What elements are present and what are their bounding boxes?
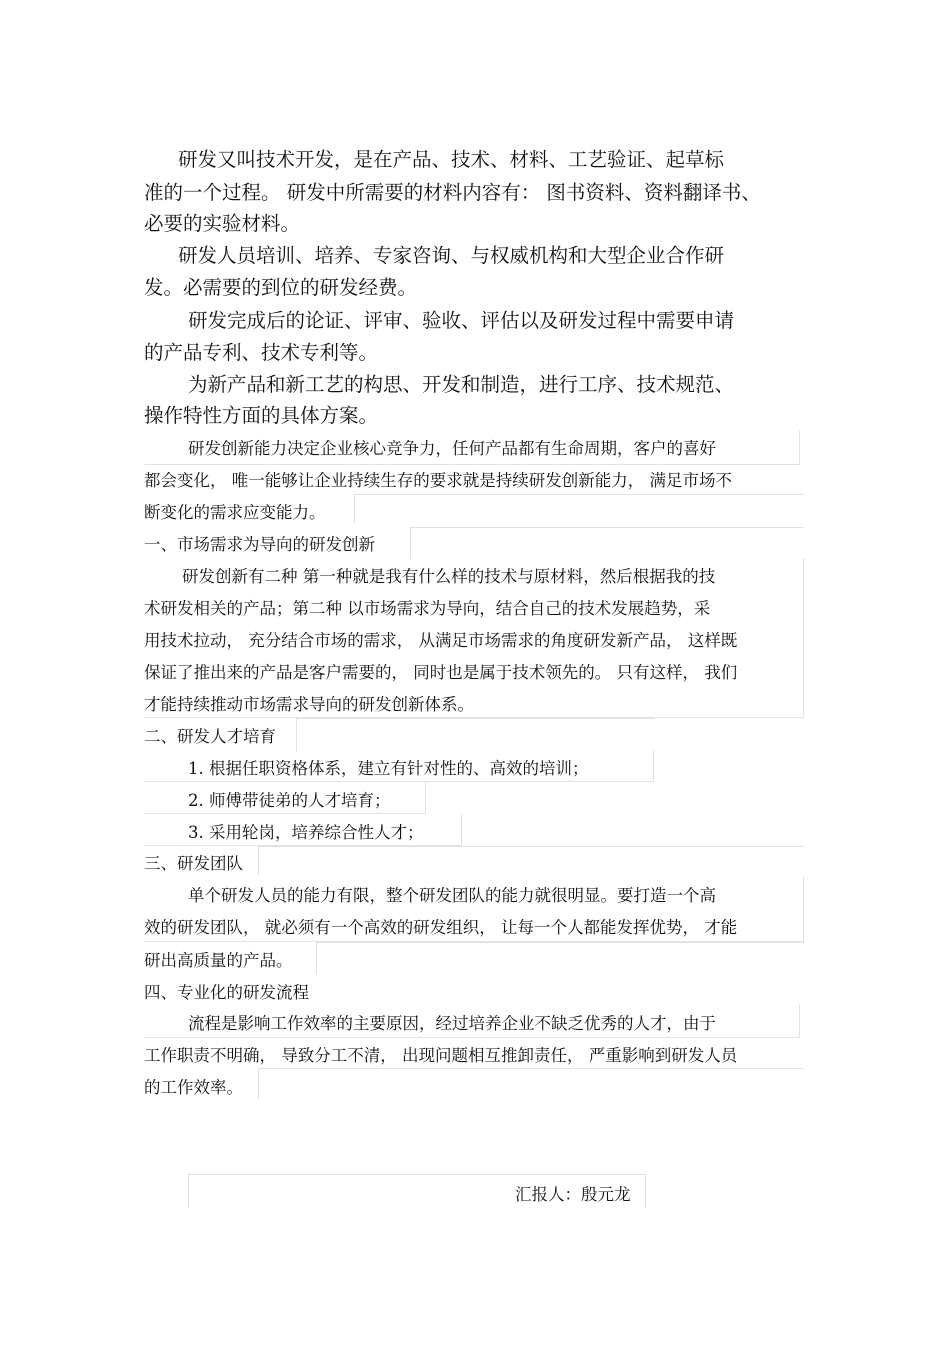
section-3-line-1: 单个研发人员的能力有限，整个研发团队的能力就很明显。要打造一个高 (188, 886, 716, 905)
paragraph-5-line-3: 断变化的需求应变能力。 (144, 503, 326, 522)
section-1-line-5: 才能持续推动市场需求导向的研发创新体系。 (144, 695, 474, 714)
layout-box (410, 527, 804, 559)
section-1-line-2: 术研发相关的产品；第二种 以市场需求为导向，结合自己的技术发展趋势，采 (144, 599, 711, 618)
section-4-heading: 四、专业化的研发流程 (144, 983, 309, 1002)
section-4-line-1: 流程是影响工作效率的主要原因，经过培养企业不缺乏优秀的人才，由于 (188, 1014, 716, 1033)
layout-box (296, 718, 654, 752)
layout-box (258, 846, 804, 876)
paragraph-3-line-1: 研发完成后的论证、评审、验收、评估以及研发过程中需要申请 (188, 309, 735, 332)
section-3-line-2: 效的研发团队， 就必须有一个高效的研发组织， 让每一个人都能发挥优势， 才能 (144, 918, 738, 937)
paragraph-3-line-2: 的产品专利、技术专利等。 (144, 341, 379, 364)
paragraph-1-line-1: 研发又叫技术开发，是在产品、技术、材料、工艺验证、起草标 (178, 148, 725, 171)
section-3-line-3: 研出高质量的产品。 (144, 951, 293, 970)
layout-box (354, 494, 804, 524)
section-2-item-1: 1. 根据任职资格体系，建立有针对性的、高效的培训； (188, 759, 589, 778)
section-2-item-3: 3. 采用轮岗，培养综合性人才； (188, 823, 424, 842)
section-2-heading: 二、研发人才培育 (144, 727, 276, 746)
section-4-line-2: 工作职责不明确， 导致分工不清， 出现问题相互推卸责任， 严重影响到研发人员 (144, 1046, 738, 1065)
section-1-line-1: 研发创新有二种 第一种就是我有什么样的技术与原材料，然后根据我的技 (182, 567, 716, 586)
section-3-heading: 三、研发团队 (144, 854, 243, 873)
section-4-line-3: 的工作效率。 (144, 1078, 243, 1097)
paragraph-4-line-2: 操作特性方面的具体方案。 (144, 404, 379, 427)
paragraph-5-line-1: 研发创新能力决定企业核心竞争力，任何产品都有生命周期，客户的喜好 (188, 439, 716, 458)
section-1-line-3: 用技术拉动， 充分结合市场的需求， 从满足市场需求的角度研发新产品， 这样既 (144, 631, 738, 650)
paragraph-2-line-2: 发。必需要的到位的研发经费。 (144, 276, 418, 299)
layout-box (316, 942, 804, 974)
paragraph-5-line-2: 都会变化， 唯一能够让企业持续生存的要求就是持续研发创新能力， 满足市场不 (144, 471, 732, 490)
section-2-item-2: 2. 师傅带徒弟的人才培育； (188, 791, 391, 810)
section-1-line-4: 保证了推出来的产品是客户需要的， 同时也是属于技术领先的。 只有这样， 我们 (144, 663, 738, 682)
layout-box (258, 1068, 804, 1100)
paragraph-1-line-3: 必要的实验材料。 (144, 212, 301, 235)
paragraph-2-line-1: 研发人员培训、培养、专家咨询、与权威机构和大型企业合作研 (178, 244, 725, 267)
paragraph-1-line-2: 准的一个过程。 研发中所需要的材料内容有： 图书资料、资料翻译书、 (144, 181, 761, 204)
section-1-heading: 一、市场需求为导向的研发创新 (144, 535, 375, 554)
reporter-signature: 汇报人：殷元龙 (515, 1185, 631, 1204)
paragraph-4-line-1: 为新产品和新工艺的构思、开发和制造，进行工序、技术规范、 (188, 373, 735, 396)
